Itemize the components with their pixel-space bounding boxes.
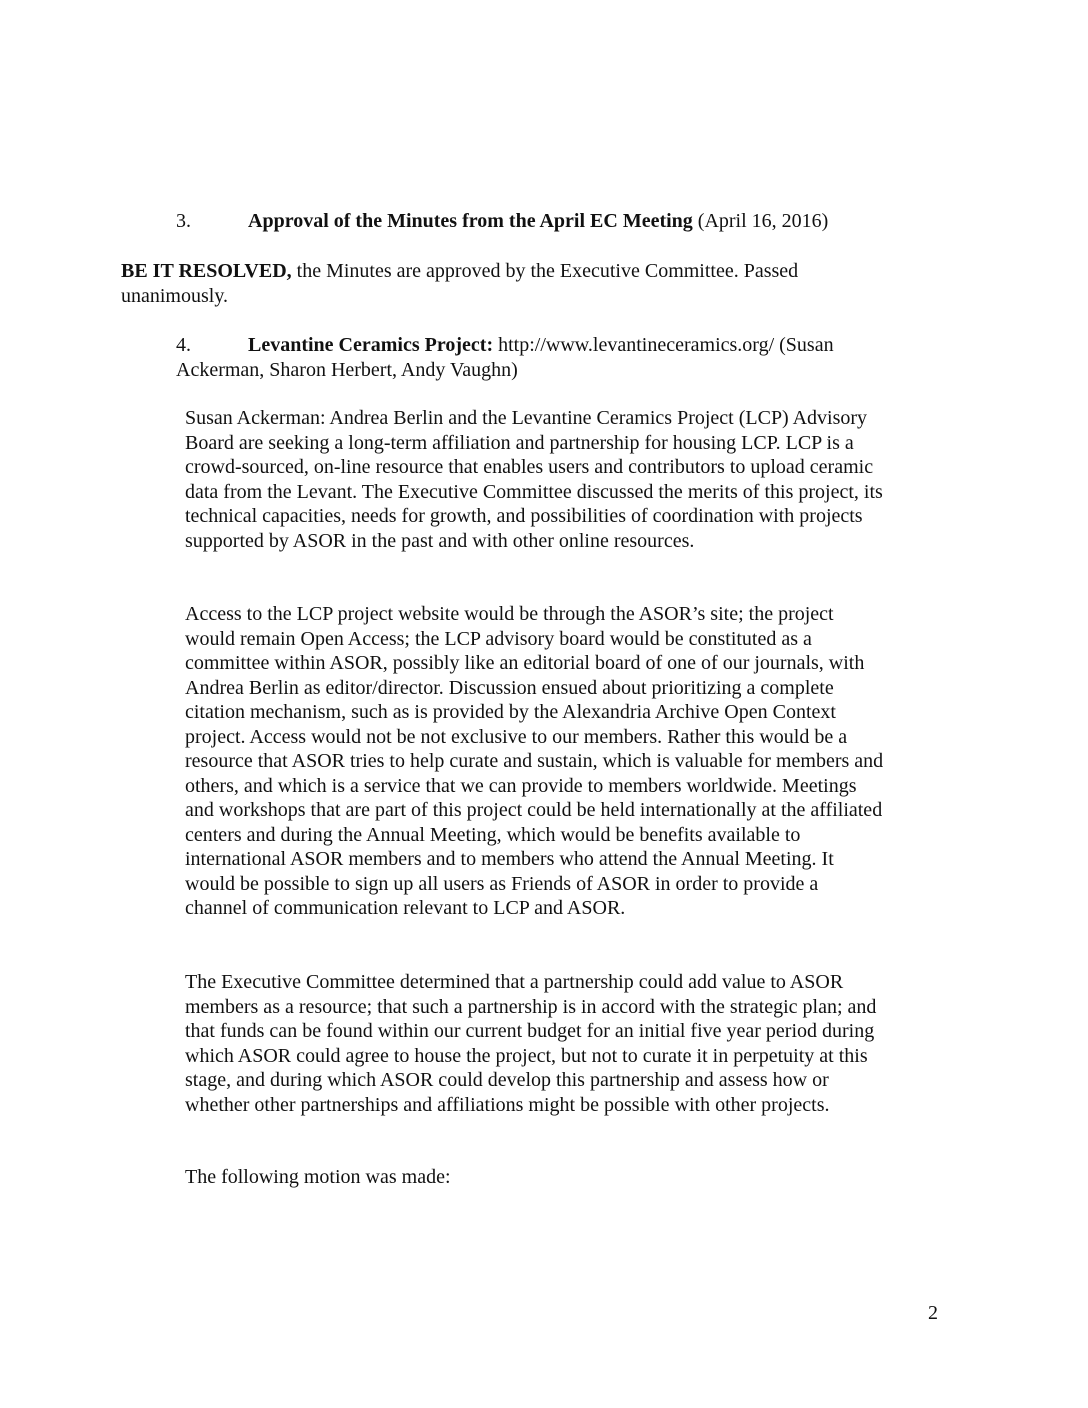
section-4-title: Levantine Ceramics Project: xyxy=(248,334,494,356)
resolution-lead: BE IT RESOLVED, xyxy=(121,260,292,282)
section-3-number: 3. xyxy=(176,210,191,232)
section-4-number: 4. xyxy=(176,334,191,356)
section-3-title: Approval of the Minutes from the April EC Meeting xyxy=(248,210,693,232)
page-number: 2 xyxy=(928,1302,938,1324)
section-3-date: (April 16, 2016) xyxy=(692,210,829,232)
paragraph-motion: The following motion was made: xyxy=(185,1166,451,1188)
section-4-heading xyxy=(176,333,896,382)
paragraph-lcp-affiliation: Susan Ackerman: Andrea Berlin and the Levantine Ceramics Project (LCP) Advisory Board are seeking a long-term affiliation and partnership for housing LCP. LCP is a crowd-sourced, on-line resource that enables users and contributors to upload ceramic data from the Levant. The Executive Committee discussed the merits of this project, its technical capacities, needs for growth, and possibilities of coordination with projects supported by ASOR in the past and with other online resources. xyxy=(185,407,883,552)
resolution-text: the Minutes are approved by the Executive Committee. Passed unanimously. xyxy=(121,260,799,307)
resolution-paragraph xyxy=(121,259,891,308)
section-3-heading xyxy=(176,209,828,234)
paragraph-ec-determination: The Executive Committee determined that a partnership could add value to ASOR members as a resource; that such a partnership is in accord with the strategic plan; and that funds can be found within our current budget for an initial five year period during which ASOR could agree to house the project, but not to curate it in perpetuity at this stage, and during which ASOR could develop this partnership and assess how or whether other partnerships and affiliations might be possible with other projects. xyxy=(185,971,877,1116)
paragraph-lcp-access: Access to the LCP project website would be through the ASOR’s site; the project would remain Open Access; the LCP advisory board would be constituted as a committee within ASOR, possibly like an editorial board of one of our journals, with Andrea Berlin as editor/director. Discussion ensued about prioritizing a complete citation mechanism, such as is provided by the Alexandria Archive Open Context project. Access would not be not exclusive to our members. Rather this would be a resource that ASOR tries to help curate and sustain, which is valuable for members and others, and which is a service that we can provide to members worldwide. Meetings and workshops that are part of this project could be held internationally at the affiliated centers and during the Annual Meeting, which would be benefits available to international ASOR members and to members who attend the Annual Meeting. It would be possible to sign up all users as Friends of ASOR in order to provide a channel of communication relevant to LCP and ASOR. xyxy=(185,603,884,919)
section-4-detail: http://www.levantineceramics.org/ (Susan Ackerman, Sharon Herbert, Andy Vaughn) xyxy=(176,334,834,381)
